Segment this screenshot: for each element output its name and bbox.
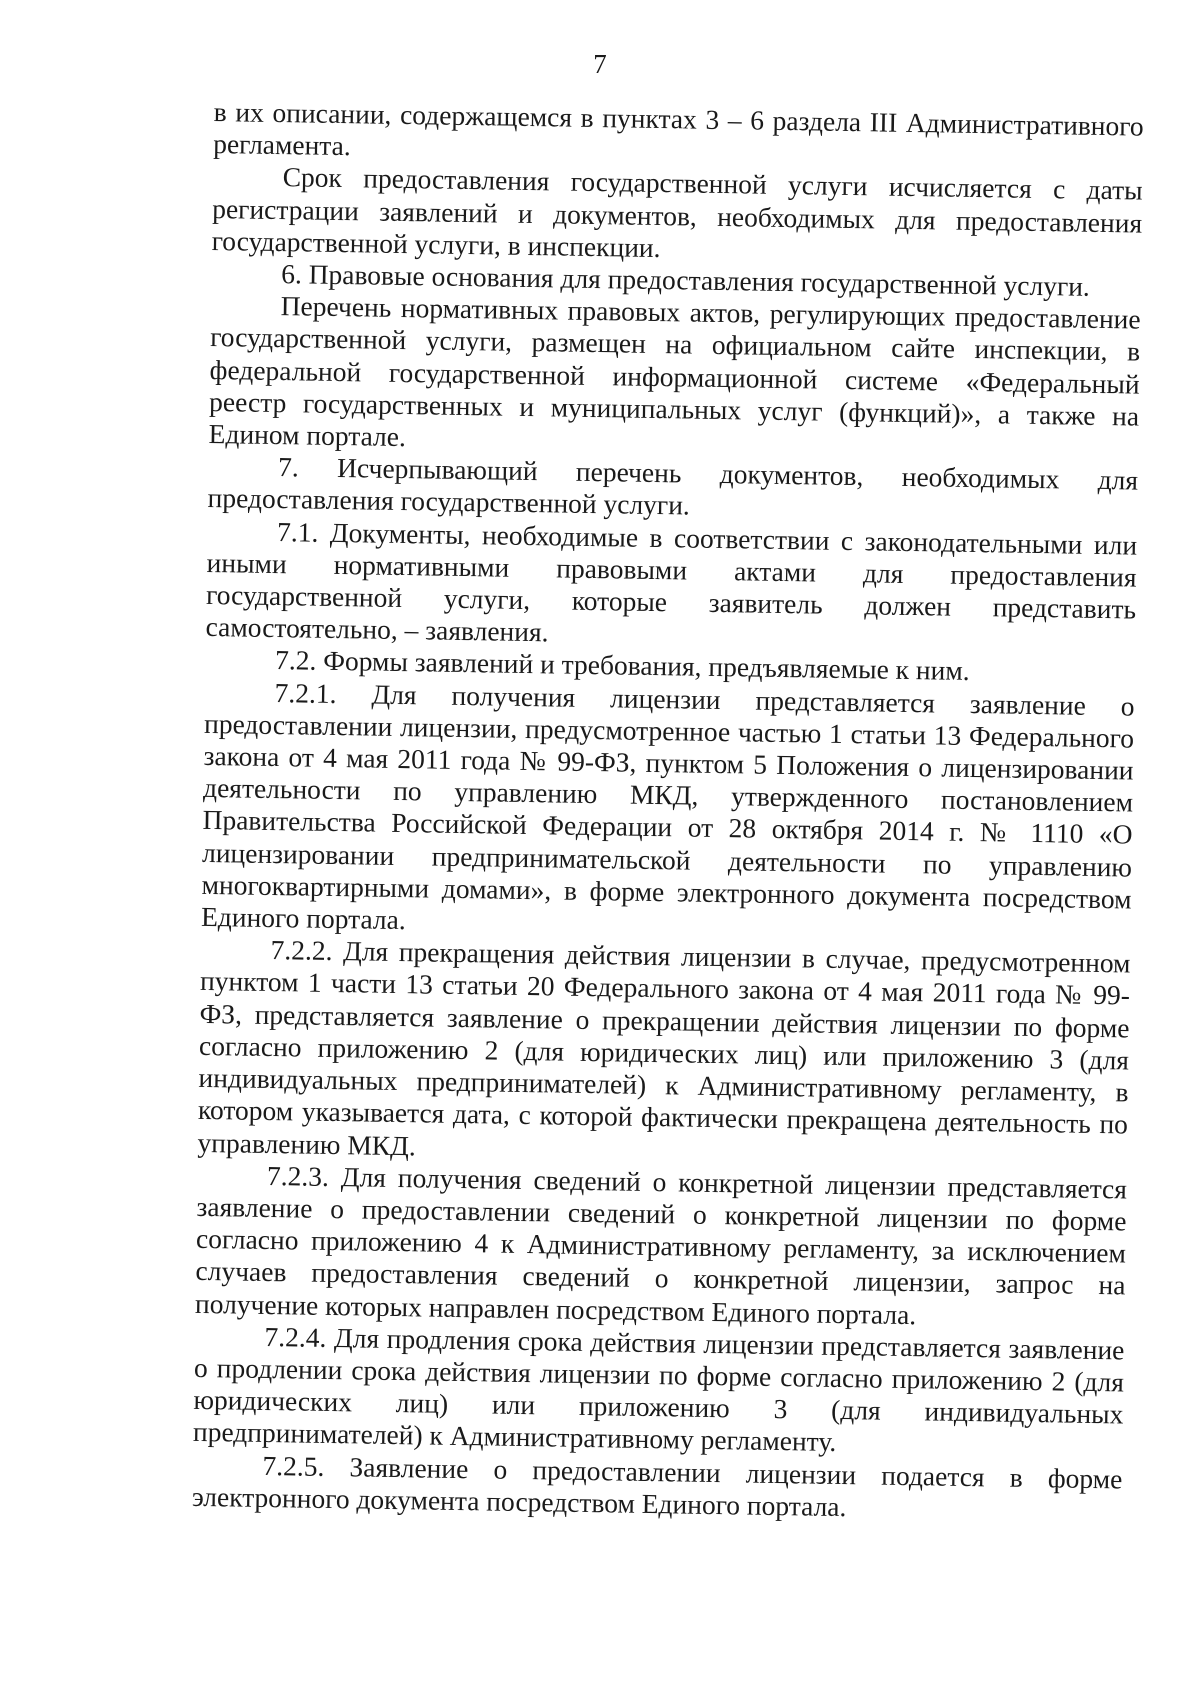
paragraph-7-2-3: 7.2.3. Для получения сведений о конкретной лицензии представляется заявление о предоставлении сведений о конкретной лицензии по форме согласно приложению 4 к Административному регламенту, за исключением случаев предоставления сведений о конкретной лицензии, запрос на получение которых направлен посредством Единого портала. — [194, 1159, 1128, 1330]
page-number: 7 — [593, 49, 607, 79]
paragraph-continuation: в их описании, содержащемся в пунктах 3 – 6 раздела III Административного регламента. — [213, 96, 1144, 162]
document-body — [192, 96, 1144, 1527]
paragraph-7-2: 7.2. Формы заявлений и требования, предъявляемые к ним. — [274, 644, 970, 687]
paragraph-heading-7: 7. Исчерпывающий перечень документов, необходимых для предоставления государственной услуги. — [207, 451, 1139, 521]
paragraph-7-2-2: 7.2.2. Для прекращения действия лицензии в случае, предусмотренном пунктом 1 части 13 статьи 20 Федерального закона от 4 мая 2011 года № 99-ФЗ, представляется заявление о прекращении действия лицензии по форме согласно приложению 2 (для юридических лиц) или приложению 3 (для индивидуальных предпринимателей) к Административному регламенту, в котором указывается дата, с которой фактически прекращена деятельность по управлению МКД. — [197, 934, 1131, 1161]
paragraph-heading-6: 6. Правовые основания для предоставления государственной услуги. — [280, 258, 1091, 302]
paragraph-7-2-5: 7.2.5. Заявление о предоставлении лицензии подается в форме электронного документа посредством Единого портала. — [191, 1449, 1123, 1522]
paragraph-7-1: 7.1. Документы, необходимые в соответствии с законодательными или иными нормативными правовыми актами для предоставления государственной услуги, которые заявитель должен представить самостоятельно, – заявления. — [205, 515, 1138, 648]
paragraph-7-2-1: 7.2.1. Для получения лицензии представляется заявление о предоставлении лицензии, предусмотренное частью 1 статьи 13 Федерального закона от 4 мая 2011 года № 99-ФЗ, пунктом 5 Положения о лицензировании деятельности по управлению МКД, утвержденного постановлением Правительства Российской Федерации от 28 октября 2014 г. № 1110 «О лицензировании предпринимательской деятельности по управлению многоквартирными домами», в форме электронного документа посредством Единого портала. — [200, 676, 1135, 936]
paragraph-legal-acts: Перечень нормативных правовых актов, регулирующих предоставление государственной услуги, размещен на официальном сайте инспекции, в федеральной государственной информационной системе «Федеральный реестр государственных и муниципальных услуг (функций)», а также на Едином портале. — [208, 290, 1141, 453]
paragraph-7-2-4: 7.2.4. Для продления срока действия лицензии представляется заявление о продлении срока действия лицензии по форме согласно приложению 2 (для юридических лиц) или приложению 3 (для индивидуальных предпринимателей) к Административному регламенту. — [192, 1320, 1125, 1458]
paragraph-service-term: Срок предоставления государственной услуги исчисляется с даты регистрации заявлений и документов, необходимых для предоставления государственной услуги, в инспекции. — [211, 161, 1143, 263]
